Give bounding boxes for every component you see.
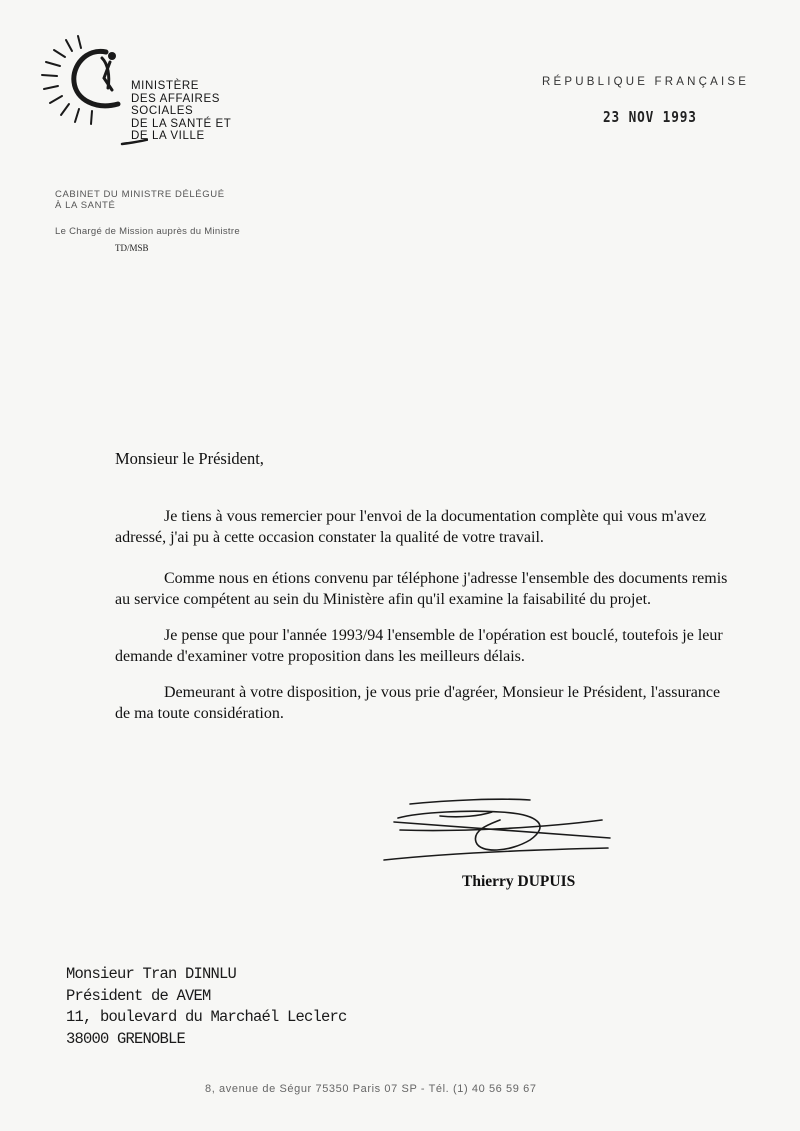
- date-stamp: 23 NOV 1993: [603, 108, 697, 126]
- body-paragraph: [115, 625, 749, 667]
- ministry-line: MINISTÈRE: [131, 80, 200, 92]
- body-paragraph: [115, 682, 749, 724]
- paragraph-line: Je tiens à vous remercier pour l'envoi de la documentation complète qui vous m'avez: [164, 508, 707, 525]
- paragraph-line: Je pense que pour l'année 1993/94 l'ensemble de l'opération est bouclé, toutefois je leur: [164, 627, 723, 644]
- salutation: Monsieur le Président,: [115, 449, 264, 468]
- address-line: 38000 GRENOBLE: [66, 1029, 186, 1048]
- address-line: 11, boulevard du Marchaél Leclerc: [66, 1008, 347, 1026]
- body-paragraph: [115, 506, 749, 548]
- footer-address: 8, avenue de Ségur 75350 Paris 07 SP - Tél. (1) 40 56 59 67: [205, 1083, 537, 1095]
- republic-heading: RÉPUBLIQUE FRANÇAISE: [542, 76, 750, 88]
- ministry-line: SOCIALES: [131, 105, 194, 117]
- paragraph-line: demande d'examiner votre proposition dans les meilleurs délais.: [115, 648, 525, 665]
- cabinet-line: CABINET DU MINISTRE DÉLÉGUÉ: [55, 189, 225, 200]
- ministry-line: DE LA VILLE: [131, 130, 205, 142]
- paragraph-line: de ma toute considération.: [115, 705, 284, 722]
- address-line: Monsieur Tran DINNLU: [66, 965, 237, 983]
- ministry-line: DES AFFAIRES: [131, 92, 221, 105]
- paragraph-line: au service compétent au sein du Ministère afin qu'il examine la faisabilité du projet.: [115, 591, 652, 608]
- paragraph-line: Demeurant à votre disposition, je vous prie d'agréer, Monsieur le Président, l'assurance: [164, 684, 721, 701]
- ministry-line: DE LA SANTÉ ET: [131, 117, 232, 130]
- paragraph-line: Comme nous en étions convenu par téléphone j'adresse l'ensemble des documents remis: [164, 570, 728, 587]
- recipient-address: [66, 964, 347, 1050]
- reference-code: TD/MSB: [115, 243, 149, 253]
- paragraph-line: adressé, j'ai pu à cette occasion constater la qualité de votre travail.: [115, 529, 544, 546]
- signer-name: Thierry DUPUIS: [462, 873, 576, 890]
- ministry-name: [131, 80, 231, 143]
- address-line: Président de AVEM: [66, 986, 211, 1005]
- handwritten-signature: [380, 796, 620, 871]
- body-paragraph: [115, 568, 749, 610]
- cabinet-heading: [55, 189, 225, 211]
- cabinet-line: À LA SANTÉ: [55, 200, 116, 211]
- sender-title: Le Chargé de Mission auprès du Ministre: [55, 226, 240, 237]
